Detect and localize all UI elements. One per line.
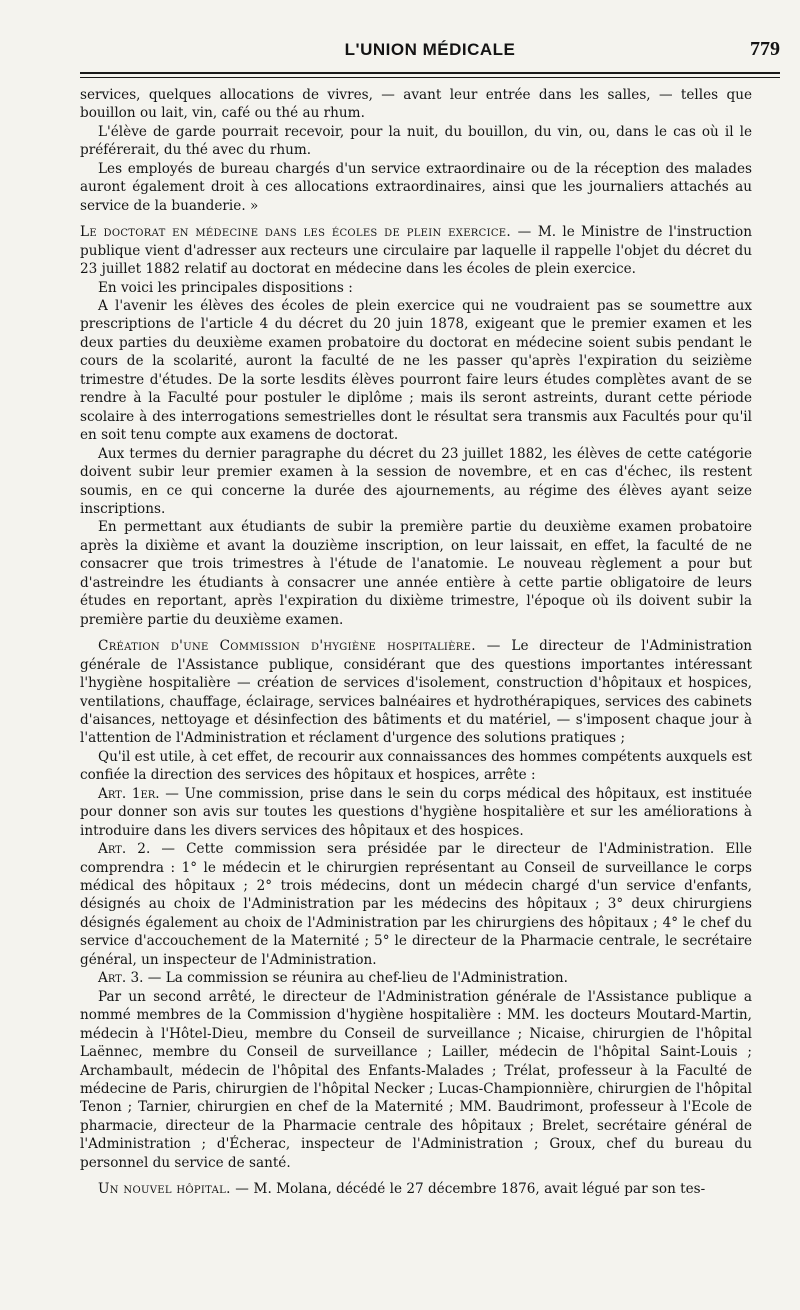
article-body: [80, 86, 752, 1199]
paragraph: [80, 123, 752, 160]
article-3: [80, 969, 752, 987]
news-item-commission: [80, 637, 752, 748]
paragraph: [80, 445, 752, 519]
paragraph-text: services, quelques allocations de vivres, — avant leur entrée dans les salles, — telles que bouillon ou lait, vin, café ou thé au rhum.: [80, 87, 752, 122]
paragraph-text: Cette commission sera présidée par le directeur de l'Administration. Elle comprendra : 1° le médecin et le chirurgien représentant au Conseil de surveillance le corps médical des hôpitaux ; 2° trois médecins, dont un médecin chargé d'un service d'enfants, désignés au choix de l'Administration par les médecins des hôpitaux ; 3° deux chirurgiens désignés également au choix de l'Administration par les chirurgiens des hôpitaux ; 4° le chef du service d'accouchement de la Maternité ; 5° le directeur de la Pharmacie centrale, le secrétaire général, un inspecteur de l'Administration.: [80, 841, 752, 968]
paragraph: [80, 297, 752, 445]
article-2: [80, 840, 752, 969]
paragraph: [80, 988, 752, 1173]
paragraph-text: Qu'il est utile, à cet effet, de recourir aux connaissances des hommes compétents auxquels est confiée la direction des services des hôpitaux et hospices, arrête :: [80, 748, 752, 784]
section-heading: Création d'une Commission d'hygiène hospitalière. —: [98, 638, 501, 655]
paragraph-text: M. Molana, décédé le 27 décembre 1876, avait légué par son tes-: [253, 1181, 706, 1198]
paragraph: [80, 86, 752, 123]
paragraph-text: En voici les principales dispositions :: [98, 279, 353, 296]
paragraph-text: L'élève de garde pourrait recevoir, pour la nuit, du bouillon, du vin, ou, dans le cas où il le préférerait, du thé avec du rhum.: [80, 123, 752, 159]
section-heading: Un nouvel hôpital. —: [98, 1181, 250, 1198]
news-item-hopital: [80, 1180, 752, 1198]
article-label: Art. 1er. —: [98, 785, 179, 802]
article-label: Art. 2. —: [98, 841, 175, 858]
news-item-doctorat: [80, 223, 752, 278]
section-heading: Le doctorat en médecine dans les écoles de plein exercice. —: [80, 224, 532, 241]
paragraph: [80, 518, 752, 629]
paragraph-text: En permettant aux étudiants de subir la première partie du deuxième examen probatoire après la dixième et avant la douzième inscription, on leur laissait, en effet, la faculté de ne consacrer que trois trimestres à l'étude de l'anatomie. Le nouveau règlement a pour but d'astreindre les étudiants à consacrer une année entière à cette partie obligatoire de leurs études en reportant, après l'expiration du dixième trimestre, l'époque où ils doivent subir la première partie du deuxième examen.: [80, 519, 752, 628]
article-1: [80, 785, 752, 840]
paragraph-text: Les employés de bureau chargés d'un service extraordinaire ou de la réception des malades auront également droit à ces allocations extraordinaires, ainsi que les journaliers attachés au service de la buanderie. »: [80, 160, 752, 214]
paragraph: [80, 279, 752, 297]
paragraph-text: La commission se réunira au chef-lieu de l'Administration.: [165, 970, 568, 987]
paragraph-text: Aux termes du dernier paragraphe du décret du 23 juillet 1882, les élèves de cette catégorie doivent subir leur premier examen à la session de novembre, et en cas d'échec, ils restent soumis, en ce qui concerne la durée des ajournements, au régime des élèves ayant seize inscriptions.: [80, 445, 752, 517]
running-title: L'UNION MÉDICALE: [344, 40, 516, 59]
paragraph-text: A l'avenir les élèves des écoles de plein exercice qui ne voudraient pas se soumettre aux prescriptions de l'article 4 du décret du 20 juin 1878, exigeant que le premier examen et les deux parties du deuxième examen probatoire du doctorat en médecine soient subis pendant le cours de la scolarité, auront la faculté de ne les passer qu'après l'expiration du seizième trimestre d'études. De la sorte lesdits élèves pourront faire leurs études complètes avant de se rendre à la Faculté pour postuler le diplôme ; mais ils seront astreints, durant cette période scolaire à des interrogations semestrielles dont le résultat sera transmis aux Facultés pour qu'il en soit tenu compte aux examens de doctorat.: [80, 297, 752, 444]
page-number: 779: [750, 38, 780, 60]
paragraph-text: Par un second arrêté, le directeur de l'Administration générale de l'Assistance publique a nommé membres de la Commission d'hygiène hospitalière : MM. les docteurs Moutard-Martin, médecin à l'Hôtel-Dieu, membre du Conseil de surveillance ; Nicaise, chirurgien de l'hôpital Laënnec, membre du Conseil de surveillance ; Lailler, médecin de l'hôpital Saint-Louis ; Archambault, médecin de l'hôpital des Enfants-Malades ; Trélat, professeur à la Faculté de médecine de Paris, chirurgien de l'hôpital Necker ; Lucas-Championnière, chirurgien de l'hôpital Tenon ; Tarnier, chirurgien en chef de la Maternité ; MM. Baudrimont, professeur à l'Ecole de pharmacie, directeur de la Pharmacie centrale des hôpitaux ; Brelet, secrétaire général de l'Administration ; d'Écherac, inspecteur de l'Administration ; Groux, chef du bureau du personnel du service de santé.: [80, 988, 752, 1171]
paragraph-text: Une commission, prise dans le sein du corps médical des hôpitaux, est instituée pour donner son avis sur toutes les questions d'hygiène hospitalière et sur les améliorations à introduire dans les divers services des hôpitaux et des hospices.: [80, 785, 752, 839]
paragraph: [80, 748, 752, 785]
page-header: [80, 32, 780, 66]
paragraph: [80, 160, 752, 215]
paragraph-text: Le directeur de l'Administration générale de l'Assistance publique, considérant que des questions importantes intéressant l'hygiène hospitalière — création de services d'isolement, construction d'hôpitaux et hospices, ventilations, chauffage, éclairage, services balnéaires et hydrothérapiques, services des cabinets d'aisances, nettoyage et désinfection des bâtiments et du matériel, — s'imposent chaque jour à l'attention de l'Administration et réclament d'urgence des solutions pratiques ;: [80, 638, 753, 747]
paragraph-text: M. le Ministre de l'instruction publique vient d'adresser aux recteurs une circulaire par laquelle il rappelle l'objet du décret du 23 juillet 1882 relatif au doctorat en médecine dans les écoles de plein exercice.: [80, 224, 752, 278]
header-rule: [80, 72, 780, 78]
article-label: Art. 3. —: [98, 970, 162, 987]
